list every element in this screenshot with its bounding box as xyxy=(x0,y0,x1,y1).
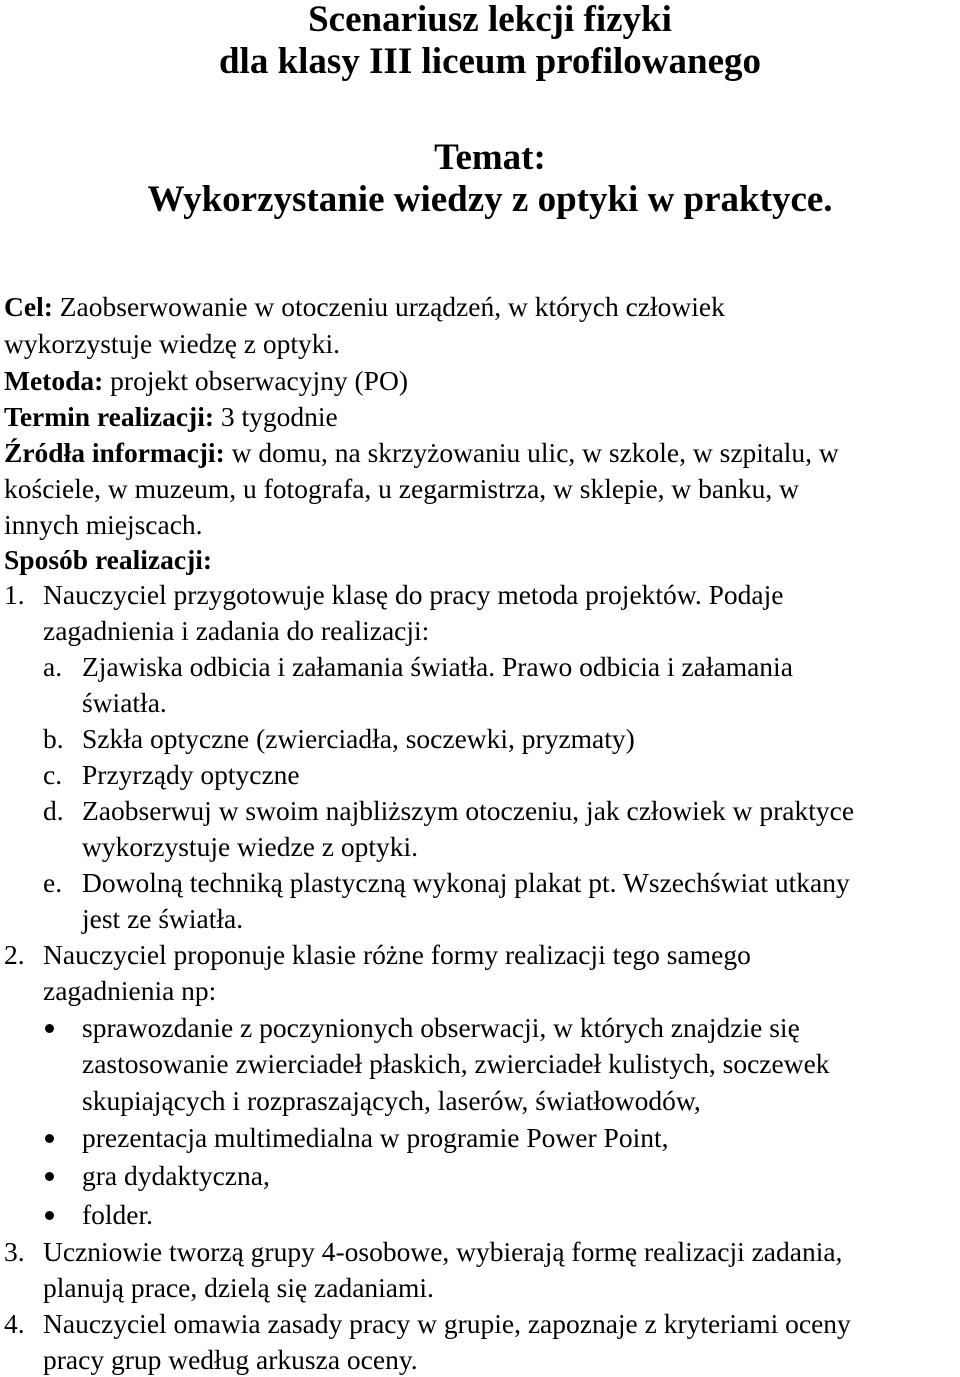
step-3-line-1: Uczniowie tworzą grupy 4-osobowe, wybierają formę realizacji zadania, xyxy=(43,1236,843,1267)
term-text: 3 tygodnie xyxy=(220,401,338,432)
goal-text: Zaobserwowanie w otoczeniu urządzeń, w których człowiek xyxy=(59,291,725,322)
bullet-1-line-3: skupiających i rozpraszających, laserów, światłowodów, xyxy=(82,1085,701,1116)
sources-line-3: innych miejscach. xyxy=(4,509,203,540)
subitem-letter: c. xyxy=(43,759,63,790)
bullet-1-line-1: sprawozdanie z poczynionych obserwacji, w których znajdzie się xyxy=(82,1012,800,1043)
topic-text: Wykorzystanie wiedzy z optyki w praktyce. xyxy=(147,179,833,220)
step-number: 2. xyxy=(4,939,25,970)
goal-label: Cel: xyxy=(4,291,53,322)
topic-label: Temat: xyxy=(434,137,546,178)
step-1-line-2: zagadnienia i zadania do realizacji: xyxy=(43,615,430,646)
goal-line-2: wykorzystuje wiedzę z optyki. xyxy=(4,328,341,359)
subitem-a-line-1: Zjawiska odbicia i załamania światła. Prawo odbicia i załamania xyxy=(82,651,793,682)
bullet-3-line-1: gra dydaktyczna, xyxy=(82,1160,270,1191)
subitem-e-line-2: jest ze światła. xyxy=(82,903,244,934)
step-2-line-2: zagadnienia np: xyxy=(43,975,217,1006)
step-4-line-2: pracy grup według arkusza oceny. xyxy=(43,1344,418,1375)
step-2-line-1: Nauczyciel proponuje klasie różne formy realizacji tego samego xyxy=(43,939,751,970)
method-line xyxy=(4,364,408,398)
goal-line-1 xyxy=(4,290,725,324)
subitem-c-line-1: Przyrządy optyczne xyxy=(82,759,300,790)
bullet-1-line-2: zastosowanie zwierciadeł płaskich, zwierciadeł kulistych, soczewek xyxy=(82,1048,830,1079)
subitem-b-line-1: Szkła optyczne (zwierciadła, soczewki, pryzmaty) xyxy=(82,723,635,754)
method-text: projekt obserwacyjny (PO) xyxy=(110,365,408,396)
sources-line-2: kościele, w muzeum, u fotografa, u zegarmistrza, w sklepie, w banku, w xyxy=(4,473,799,504)
sources-label: Źródła informacji: xyxy=(4,437,225,468)
step-number: 1. xyxy=(4,579,25,610)
bullet-icon xyxy=(45,1024,54,1033)
bullet-2-line-1: prezentacja multimedialna w programie Power Point, xyxy=(82,1122,669,1153)
step-number: 4. xyxy=(4,1308,25,1339)
subitem-d-line-1: Zaobserwuj w swoim najbliższym otoczeniu, jak człowiek w praktyce xyxy=(82,795,855,826)
term-line xyxy=(4,400,338,434)
subitem-d-line-2: wykorzystuje wiedze z optyki. xyxy=(82,831,419,862)
document-title: Scenariusz lekcji fizyki xyxy=(308,0,672,40)
step-number: 3. xyxy=(4,1236,25,1267)
bullet-icon xyxy=(45,1172,54,1181)
term-label: Termin realizacji: xyxy=(4,401,215,432)
bullet-4-line-1: folder. xyxy=(82,1199,154,1230)
sources-line-1 xyxy=(4,436,839,470)
sources-text-1: w domu, na skrzyżowaniu ulic, w szkole, w szpitalu, w xyxy=(231,437,839,468)
subitem-a-line-2: światła. xyxy=(82,687,167,718)
subitem-e-line-1: Dowolną techniką plastyczną wykonaj plakat pt. Wszechświat utkany xyxy=(82,867,850,898)
step-1-line-1: Nauczyciel przygotowuje klasę do pracy metoda projektów. Podaje xyxy=(43,579,784,610)
document-subtitle: dla klasy III liceum profilowanego xyxy=(218,41,762,82)
step-3-line-2: planują prace, dzielą się zadaniami. xyxy=(43,1272,434,1303)
subitem-letter: d. xyxy=(43,795,64,826)
bullet-icon xyxy=(45,1134,54,1143)
method-label: Metoda: xyxy=(4,365,104,396)
subitem-letter: a. xyxy=(43,651,63,682)
subitem-letter: e. xyxy=(43,867,63,898)
step-4-line-1: Nauczyciel omawia zasady pracy w grupie, zapoznaje z kryteriami oceny xyxy=(43,1308,851,1339)
method-steps-label: Sposób realizacji: xyxy=(4,544,213,575)
subitem-letter: b. xyxy=(43,723,64,754)
bullet-icon xyxy=(45,1211,54,1220)
